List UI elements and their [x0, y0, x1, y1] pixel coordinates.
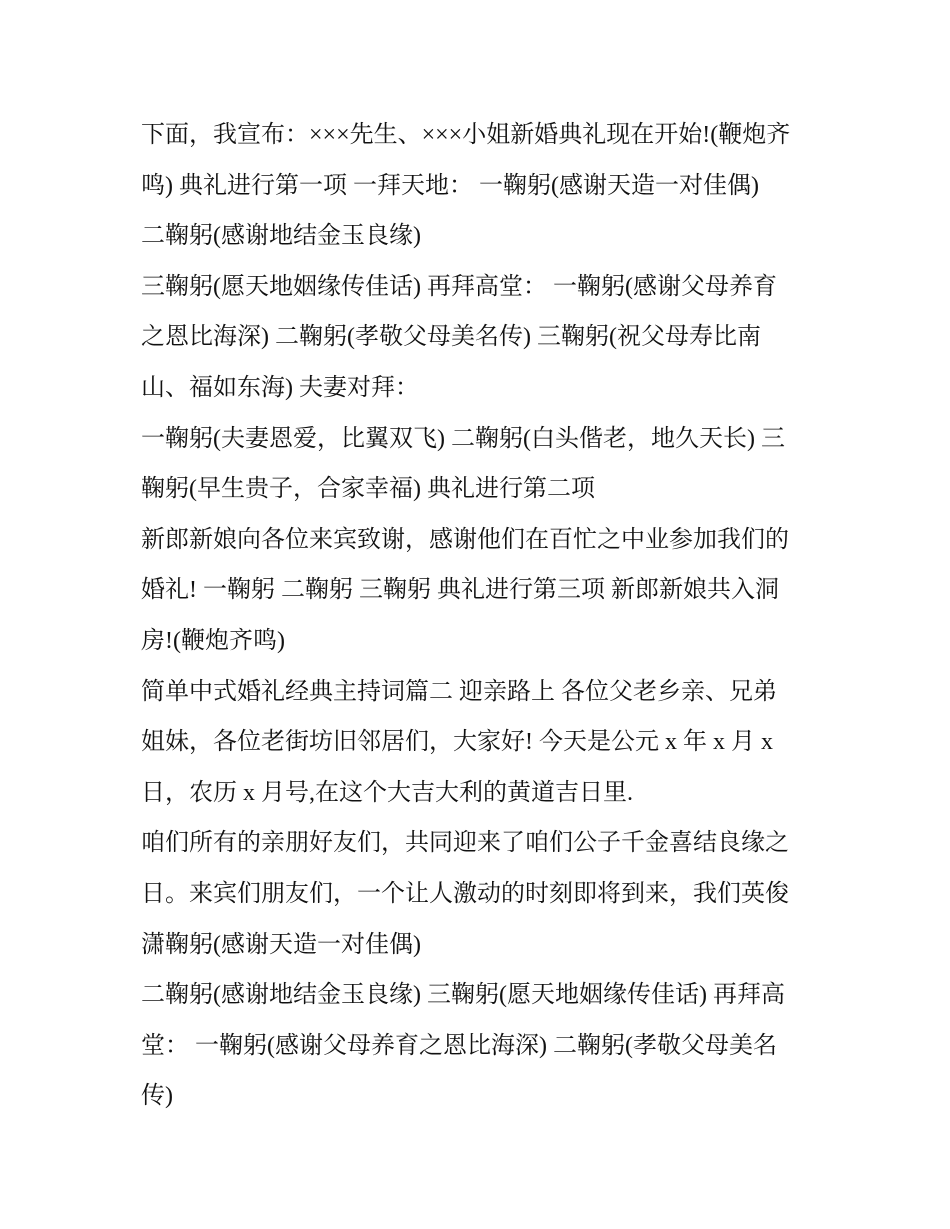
text-line: 之恩比海深) 二鞠躬(孝敬父母美名传) 三鞠躬(祝父母寿比南 — [141, 324, 761, 351]
text-line: 房!(鞭炮齐鸣) — [141, 627, 285, 654]
text-line: 日，农历 x 月号,在这个大吉大利的黄道吉日里. — [141, 779, 633, 806]
text-line: 姐妹，各位老街坊旧邻居们，大家好! 今天是公元 x 年 x 月 x — [141, 729, 773, 756]
text-line: 二鞠躬(感谢地结金玉良缘) — [141, 223, 421, 250]
text-line: 简单中式婚礼经典主持词篇二 迎亲路上 各位父老乡亲、兄弟 — [141, 678, 777, 705]
document-body — [141, 110, 821, 1122]
text-line: 三鞠躬(愿天地姻缘传佳话) 再拜高堂： 一鞠躬(感谢父母养育 — [141, 273, 777, 300]
text-line: 日。来宾们朋友们，一个让人激动的时刻即将到来，我们英俊 — [141, 880, 789, 907]
text-line: 下面，我宣布：×××先生、×××小姐新婚典礼现在开始!(鞭炮齐 — [141, 122, 791, 148]
paragraph-bow-to-parents — [141, 262, 821, 414]
text-line: 传) — [141, 1083, 173, 1110]
text-line: 二鞠躬(感谢地结金玉良缘) 三鞠躬(愿天地姻缘传佳话) 再拜高 — [141, 982, 785, 1009]
text-line: 咱们所有的亲朋好友们，共同迎来了咱们公子千金喜结良缘之 — [141, 830, 789, 857]
text-line: 潇鞠躬(感谢天造一对佳偶) — [141, 931, 421, 958]
text-line: 一鞠躬(夫妻恩爱，比翼双飞) 二鞠躬(白头偕老，地久天长) 三 — [141, 425, 785, 452]
paragraph-couple-bow — [141, 414, 821, 515]
text-line: 婚礼! 一鞠躬 二鞠躬 三鞠躬 典礼进行第三项 新郎新娘共入洞 — [141, 577, 779, 604]
paragraph-thank-guests — [141, 515, 821, 667]
paragraph-ceremony-opening — [141, 110, 821, 211]
paragraph-second-bow — [141, 211, 821, 262]
text-line: 山、福如东海) 夫妻对拜： — [141, 374, 419, 401]
text-line: 堂： 一鞠躬(感谢父母养育之恩比海深) 二鞠躬(孝敬父母美名 — [141, 1032, 777, 1059]
text-line: 鸣) 典礼进行第一项 一拜天地： 一鞠躬(感谢天造一对佳偶) — [141, 172, 759, 199]
text-line: 新郎新娘向各位来宾致谢，感谢他们在百忙之中业参加我们的 — [141, 526, 789, 553]
paragraph-friends-gathered — [141, 818, 821, 970]
paragraph-final-bows — [141, 970, 821, 1122]
paragraph-part-two-intro — [141, 667, 821, 819]
text-line: 鞠躬(早生贵子，合家幸福) 典礼进行第二项 — [141, 476, 595, 503]
